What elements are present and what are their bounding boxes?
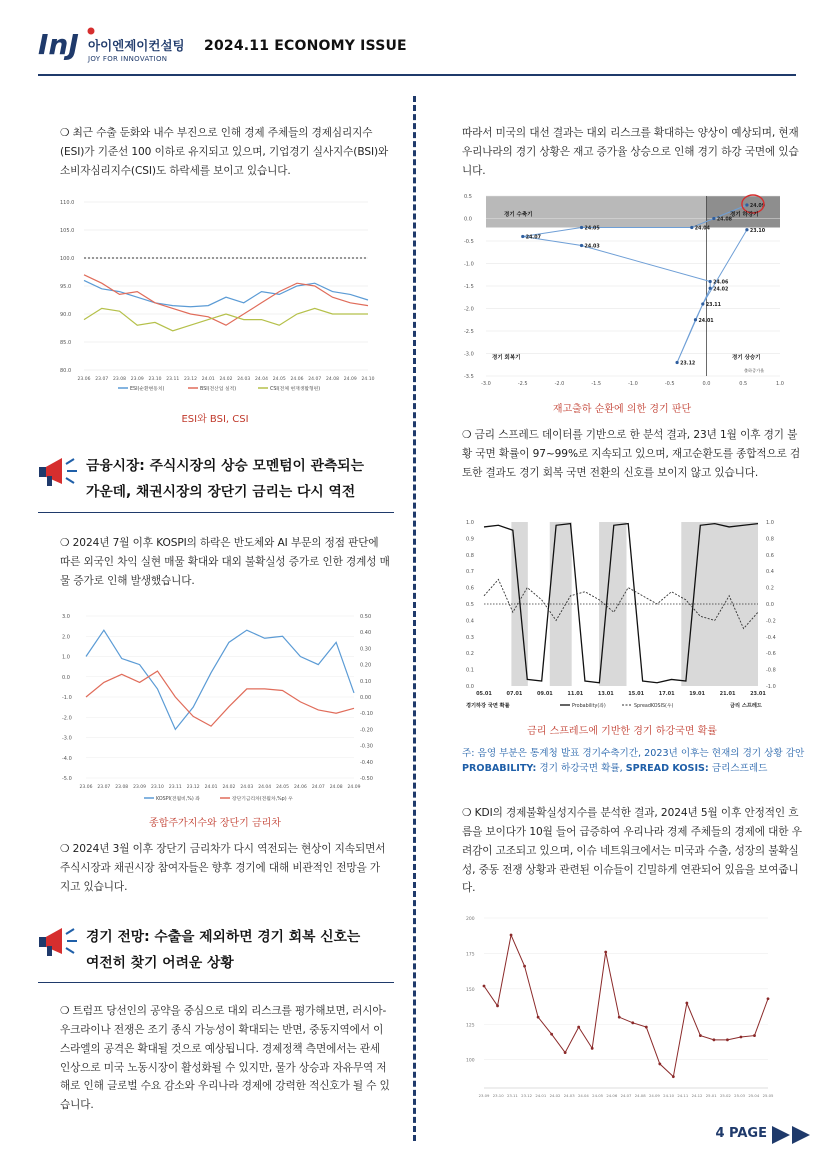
note-prob-key: PROBABILITY: xyxy=(462,763,537,775)
legend-label: CSI(전체 현재생활형편) xyxy=(270,387,321,392)
x-tick-label: 23.09 xyxy=(478,1093,490,1098)
note-prob-desc: 경기 하강국면 확률, xyxy=(536,763,626,775)
x-tick-label: 23.12 xyxy=(521,1093,533,1098)
y-left-tick-label: 0.4 xyxy=(466,618,474,625)
y-right-tick-label: -0.4 xyxy=(766,634,776,641)
data-point xyxy=(701,302,704,305)
y-tick-label: 80.0 xyxy=(60,368,72,374)
y-tick-label: 100 xyxy=(466,1058,475,1064)
section2-rule xyxy=(38,982,394,983)
data-point xyxy=(699,1034,702,1037)
x-tick-label: -1.0 xyxy=(628,381,638,387)
x-tick-label: 24.03 xyxy=(240,785,254,790)
y-right-tick-label: 0.8 xyxy=(766,536,774,543)
x-tick-label: 25.01 xyxy=(705,1093,717,1098)
x-tick-label: 24.07 xyxy=(620,1093,632,1098)
y-right-tick-label: 0.50 xyxy=(360,614,372,620)
y-left-tick-label: 1.0 xyxy=(62,654,70,661)
section1-title-line1: 금융시장: 주식시장의 상승 모멘텀이 관측되는 xyxy=(86,458,364,474)
legend-label: 장단기금리차(전월차,%p) 우 xyxy=(232,797,293,802)
y-left-tick-label: 0.5 xyxy=(466,602,474,608)
x-tick-label: 24.12 xyxy=(691,1093,703,1098)
logo-mark: InJ xyxy=(38,28,79,61)
x-tick-label: 23.06 xyxy=(77,377,91,382)
section2-paragraph: ❍ 트럼프 당선인의 공약을 중심으로 대외 리스크를 평가해보면, 러시아-우크라이나 전쟁은 조기 종식 가능성이 확대되는 반면, 중동지역에서 이스라엘의 공격은 확대될 것으로 예상됩니다. 경제정책 측면에서는 관세 인상으로 미국 노동시장이 활성화될 수 있지만, 물가 상승과 자유무역 저해로 인해 글로벌 수요 감소와 우리나라 경제에 강력한 적신호가 될 수 있습니다. xyxy=(60,1005,390,1112)
section1-title-line2: 가운데, 채권시장의 장단기 금리는 다시 역전 xyxy=(86,484,356,501)
x-tick-label: -1.5 xyxy=(591,381,602,387)
point-label: 24.03 xyxy=(584,244,600,250)
quadrant-label: 경기 회복기 xyxy=(492,355,521,361)
recession-probability-chart xyxy=(462,514,792,714)
x-tick-label: 23.07 xyxy=(97,785,111,790)
x-tick-label: 0.0 xyxy=(702,381,711,387)
y-left-tick-label: -4.0 xyxy=(62,755,72,762)
y-right-tick-label: -0.20 xyxy=(360,727,373,734)
company-name: 아이엔제이컨설팅 xyxy=(88,38,185,53)
section2-title xyxy=(86,924,396,976)
y-left-tick-label: 0.8 xyxy=(466,552,474,559)
x-tick-label: 0.5 xyxy=(739,381,748,387)
data-point xyxy=(685,1002,688,1005)
data-point xyxy=(523,965,526,968)
data-point xyxy=(745,203,748,206)
x-tick-label: 23.06 xyxy=(79,785,93,790)
y-left-tick-label: 0.2 xyxy=(466,651,474,658)
point-label: 24.06 xyxy=(713,280,729,286)
y-tick-label: -3.0 xyxy=(464,351,474,358)
uncertainty-line xyxy=(484,935,768,1077)
data-point xyxy=(550,1033,553,1036)
point-label: 23.12 xyxy=(680,361,696,367)
y-left-tick-label: -1.0 xyxy=(62,695,72,701)
legend-label: BSI(전산업 실적) xyxy=(200,387,237,392)
point-label: 24.01 xyxy=(698,318,714,324)
x-tick-label: 24.05 xyxy=(592,1093,604,1098)
x-tick-label: 11.01 xyxy=(567,691,584,697)
x-tick-label: 24.10 xyxy=(361,377,375,382)
slogan: JOY FOR INNOVATION xyxy=(88,55,168,63)
right-paragraph2: ❍ 금리 스프레드 데이터를 기반으로 한 분석 결과, 23년 1월 이후 경기 불황 국면 확률이 97~99%로 지속되고 있으며, 재고순환도를 종합적으로 검토한 결과도 경기 회복 국면 전환의 신호를 보이지 않고 있습니다. xyxy=(462,429,801,479)
chart4-caption: 금리 스프레드에 기반한 경기 하강국면 확률 xyxy=(527,726,717,737)
legend-label: ESI(순환변동치) xyxy=(130,387,165,392)
left-intro-paragraph: ❍ 최근 수출 둔화와 내수 부진으로 인해 경제 주체들의 경제심리지수(ESI)가 기준선 100 이하로 유지되고 있으며, 기업경기 실사지수(BSI)와 소비자심리지수(CSI)도 하락세를 보이고 있습니다. xyxy=(60,127,389,177)
x-tick-label: 23.10 xyxy=(148,377,162,382)
x-tick-label: 23.08 xyxy=(115,785,129,790)
y-tick-label: -0.5 xyxy=(464,239,474,245)
y-tick-label: -1.5 xyxy=(464,284,474,290)
section2-title-line1: 경기 전망: 수출을 제외하면 경기 회복 신호는 xyxy=(86,929,361,945)
x-tick-label: 24.07 xyxy=(308,377,322,382)
data-point xyxy=(709,280,712,283)
x-tick-label: 24.10 xyxy=(663,1093,675,1098)
y-tick-label: 90.0 xyxy=(60,312,72,318)
y-right-tick-label: 0.6 xyxy=(766,552,774,559)
y-tick-label: -3.5 xyxy=(464,374,474,380)
y-tick-label: 125 xyxy=(466,1023,475,1029)
esi-bsi-csi-chart xyxy=(56,192,378,404)
data-point xyxy=(510,934,513,937)
y-left-tick-label: -2.0 xyxy=(62,715,72,722)
note-spread-desc: 금리스프레드 xyxy=(708,763,768,775)
x-tick-label: 23.10 xyxy=(492,1093,504,1098)
x-tick-label: -3.0 xyxy=(481,381,491,387)
uncertainty-index-chart xyxy=(462,912,782,1112)
x-tick-label: 05.01 xyxy=(476,691,492,697)
y-right-tick-label: -0.50 xyxy=(360,776,373,782)
x-tick-label: 24.09 xyxy=(648,1093,660,1098)
y-left-tick-label: 0.6 xyxy=(466,585,474,592)
x-tick-label: 23.11 xyxy=(168,785,182,790)
quadrant-label: 경기 수축기 xyxy=(504,212,533,218)
x-tick-label: 23.08 xyxy=(113,377,126,382)
x-tick-label: 24.05 xyxy=(276,785,289,790)
data-point xyxy=(591,1047,594,1050)
y-left-tick-label: 0.7 xyxy=(466,569,474,576)
kospi-spread-chart xyxy=(56,606,386,806)
y-right-tick-label: 0.40 xyxy=(360,630,372,637)
data-point xyxy=(690,226,693,229)
legend-label: KOSPI(전월비,%) 좌 xyxy=(156,797,200,802)
x-tick-label: 17.01 xyxy=(658,691,675,697)
data-point xyxy=(564,1051,567,1054)
data-point xyxy=(767,997,770,1000)
x-tick-label: 25.05 xyxy=(762,1093,774,1098)
data-point xyxy=(521,235,524,238)
x-tick-label: 24.05 xyxy=(272,377,286,382)
x-tick-label: 23.12 xyxy=(186,785,200,790)
x-tick-label: 24.06 xyxy=(290,377,304,382)
x-tick-label: 24.01 xyxy=(535,1093,547,1098)
point-label: 24.07 xyxy=(525,235,541,241)
x-tick-label: 24.08 xyxy=(326,377,339,382)
x-tick-label: 24.08 xyxy=(634,1093,646,1098)
x-tick-label: 24.09 xyxy=(343,377,357,382)
x-tick-label: 25.03 xyxy=(734,1093,746,1098)
x-tick-label: 23.07 xyxy=(95,377,109,382)
note-spread-key: SPREAD KOSIS: xyxy=(625,763,709,775)
legend-label: Probability(좌) xyxy=(572,704,606,709)
x-label-right: 금리 스프레드 xyxy=(730,703,762,709)
data-point xyxy=(740,1036,743,1039)
y-tick-label: -2.5 xyxy=(464,329,474,335)
chart4-note xyxy=(462,746,807,777)
section1-paragraph2: ❍ 2024년 3월 이후 장단기 금리차가 다시 역전되는 현상이 지속되면서 주식시장과 채권시장 참여자들은 향후 경기에 대해 비관적인 전망을 가지고 있습니다. xyxy=(60,843,386,893)
column-divider xyxy=(413,96,416,1141)
y-right-tick-label: -0.2 xyxy=(766,618,776,625)
x-tick-label: 23.12 xyxy=(184,377,197,382)
y-right-tick-label: 0.4 xyxy=(766,569,774,576)
y-tick-label: 150 xyxy=(466,987,475,993)
x-tick-label: 24.02 xyxy=(219,377,233,382)
y-tick-label: -2.0 xyxy=(464,306,474,313)
x-tick-label: 24.04 xyxy=(255,377,268,382)
legend-label: SpreadKOSIS(우) xyxy=(634,704,674,709)
chart3-caption: 재고출하 순환에 의한 경기 판단 xyxy=(552,404,692,415)
y-left-tick-label: 0.1 xyxy=(466,667,474,674)
y-right-tick-label: 0.0 xyxy=(766,602,774,608)
note-line1: 주: 음영 부분은 통계청 발표 경기수축기간, 2023년 이후는 현재의 경기 상황 감안 xyxy=(462,748,805,759)
y-left-tick-label: -3.0 xyxy=(62,735,72,742)
data-point xyxy=(631,1021,634,1024)
y-tick-label: 110.0 xyxy=(60,200,75,206)
y-right-tick-label: 0.10 xyxy=(360,678,372,685)
y-left-tick-label: 2.0 xyxy=(62,634,70,641)
data-point xyxy=(577,1026,580,1029)
x-tick-label: 24.01 xyxy=(201,377,215,382)
x-tick-label: 23.01 xyxy=(750,691,766,697)
y-right-tick-label: -0.8 xyxy=(766,667,776,674)
section1-rule xyxy=(38,512,394,513)
megaphone-icon xyxy=(36,452,82,492)
series-line xyxy=(86,671,354,726)
y-right-tick-label: 1.0 xyxy=(766,520,774,526)
header-rule xyxy=(38,74,796,76)
point-label: 24.09 xyxy=(749,204,766,209)
note-line2 xyxy=(462,761,807,776)
x-tick-label: 23.09 xyxy=(133,785,147,790)
y-left-tick-label: 3.0 xyxy=(62,614,70,620)
data-point xyxy=(658,1063,661,1066)
y-right-tick-label: -0.40 xyxy=(360,759,373,766)
quadrant-label: 경기 하강기 xyxy=(730,212,759,218)
x-tick-label: 24.03 xyxy=(563,1093,575,1098)
y-right-tick-label: 0.00 xyxy=(360,695,372,701)
x-tick-label: 24.02 xyxy=(549,1093,561,1098)
data-point xyxy=(496,1004,499,1007)
chart2-caption: 종합주가지수와 장단기 금리차 xyxy=(149,818,281,829)
x-tick-label: -2.0 xyxy=(554,381,565,387)
y-left-tick-label: -5.0 xyxy=(62,776,72,782)
company-logo xyxy=(38,24,198,64)
x-tick-label: 23.11 xyxy=(166,377,180,382)
y-right-tick-label: -1.0 xyxy=(766,684,776,690)
x-tick-label: 25.02 xyxy=(719,1093,731,1098)
y-right-tick-label: -0.30 xyxy=(360,743,373,750)
logo-dot-icon xyxy=(88,28,95,35)
y-tick-label: 105.0 xyxy=(60,228,75,234)
x-tick-label: 24.02 xyxy=(222,785,236,790)
series-line xyxy=(86,630,354,729)
right-paragraph3: ❍ KDI의 경제불확실성지수를 분석한 결과, 2024년 5월 이후 안정적인 흐름을 보이다가 10월 들어 급증하여 우리나라 경제 주체들의 경제에 대한 우려감이 고조되고 있으며, 이슈 네트워크에서는 미국과 수출, 성장의 불확실성, 중동 전쟁 상황과 관련된 이슈들이 긴밀하게 연관되어 있음을 보여줍니다. xyxy=(462,807,802,895)
x-tick-label: 23.11 xyxy=(506,1093,518,1098)
data-point xyxy=(713,1038,716,1041)
point-label: 24.04 xyxy=(694,226,710,232)
point-label: 23.10 xyxy=(749,228,766,234)
x-tick-label: 09.01 xyxy=(536,691,553,697)
series-line xyxy=(84,308,368,330)
series-line xyxy=(84,275,368,325)
point-label: 24.05 xyxy=(584,226,600,232)
x-tick-label: 15.01 xyxy=(628,691,645,697)
next-page-icon[interactable] xyxy=(772,1124,814,1146)
data-point xyxy=(618,1016,621,1019)
x-label-left: 경기하강 국면 확률 xyxy=(466,703,510,709)
inventory-cycle-chart xyxy=(462,192,792,392)
data-point xyxy=(745,228,748,231)
data-point xyxy=(712,217,715,220)
data-point xyxy=(537,1016,540,1019)
data-point xyxy=(672,1075,675,1078)
y-left-tick-label: 0.0 xyxy=(62,674,70,681)
data-point xyxy=(645,1026,648,1029)
y-left-tick-label: 1.0 xyxy=(466,520,474,526)
y-left-tick-label: 0.0 xyxy=(466,684,474,690)
quadrant-label: 경기 상승기 xyxy=(732,355,761,361)
x-tick-label: 23.10 xyxy=(151,785,164,790)
section1-title xyxy=(86,453,396,505)
y-right-tick-label: 0.2 xyxy=(766,585,774,592)
point-label: 23.11 xyxy=(705,303,722,308)
x-tick-label: 24.06 xyxy=(606,1093,618,1098)
point-label: 24.08 xyxy=(716,217,733,223)
x-tick-label: 25.04 xyxy=(748,1093,760,1098)
data-point xyxy=(709,287,712,290)
y-tick-label: 100.0 xyxy=(60,256,75,262)
y-tick-label: -1.0 xyxy=(464,261,474,268)
x-tick-label: 1.0 xyxy=(776,381,784,387)
y-tick-label: 175 xyxy=(466,952,475,958)
x-tick-label: 24.06 xyxy=(293,785,307,790)
data-point xyxy=(580,226,583,229)
x-tick-label: 24.09 xyxy=(347,785,361,790)
y-left-tick-label: 0.3 xyxy=(466,634,474,641)
x-tick-label: 24.08 xyxy=(329,785,343,790)
x-tick-label: 24.03 xyxy=(237,377,251,382)
x-tick-label: -0.5 xyxy=(664,381,675,387)
page-number: 4 PAGE xyxy=(715,1126,767,1141)
x-tick-label: 24.07 xyxy=(311,785,325,790)
y-tick-label: 0.5 xyxy=(464,194,472,200)
issue-title: 2024.11 ECONOMY ISSUE xyxy=(204,38,407,54)
x-tick-label: 23.09 xyxy=(130,377,144,382)
x-tick-label: 24.01 xyxy=(204,785,218,790)
data-point xyxy=(676,361,679,364)
chart1-caption: ESI와 BSI, CSI xyxy=(181,414,249,425)
data-point xyxy=(580,244,583,247)
data-point xyxy=(726,1038,729,1041)
megaphone-icon xyxy=(36,922,82,962)
data-point xyxy=(604,951,607,954)
x-tick-label: 13.01 xyxy=(597,691,614,697)
x-tick-label: 19.01 xyxy=(689,691,706,697)
section2-title-line2: 여전히 찾기 어려운 상황 xyxy=(86,955,234,972)
y-tick-label: 95.0 xyxy=(60,284,72,290)
y-tick-label: 85.0 xyxy=(60,340,72,346)
y-left-tick-label: 0.9 xyxy=(466,536,474,543)
x-tick-label: 21.01 xyxy=(719,691,736,697)
x-tick-label: 07.01 xyxy=(506,691,523,697)
x-tick-label: 24.11 xyxy=(677,1093,689,1098)
section1-paragraph: ❍ 2024년 7월 이후 KOSPI의 하락은 반도체와 AI 부문의 정점 판단에 따른 외국인 차익 실현 매물 확대와 대외 불확실성 증가로 인한 경계성 매물 증가로 인해 발생했습니다. xyxy=(60,537,390,587)
y-tick-label: 0.0 xyxy=(464,216,472,223)
data-point xyxy=(753,1034,756,1037)
point-label: 24.02 xyxy=(713,287,729,293)
right-paragraph1: 따라서 미국의 대선 결과는 대외 리스크를 확대하는 양상이 예상되며, 현재 우리나라의 경기 상황은 재고 증가율 상승으로 인해 경기 하강 국면에 있습니다. xyxy=(462,127,799,177)
data-point xyxy=(694,318,697,321)
data-point xyxy=(483,985,486,988)
axis-note: 출하증가율 xyxy=(744,368,765,373)
y-tick-label: 200 xyxy=(466,917,475,922)
x-tick-label: -2.5 xyxy=(517,381,528,387)
x-tick-label: 24.04 xyxy=(577,1093,589,1098)
y-right-tick-label: -0.10 xyxy=(360,711,373,718)
y-right-tick-label: 0.30 xyxy=(360,646,372,653)
y-right-tick-label: -0.6 xyxy=(766,651,776,658)
x-tick-label: 24.04 xyxy=(258,785,272,790)
y-right-tick-label: 0.20 xyxy=(360,662,372,669)
